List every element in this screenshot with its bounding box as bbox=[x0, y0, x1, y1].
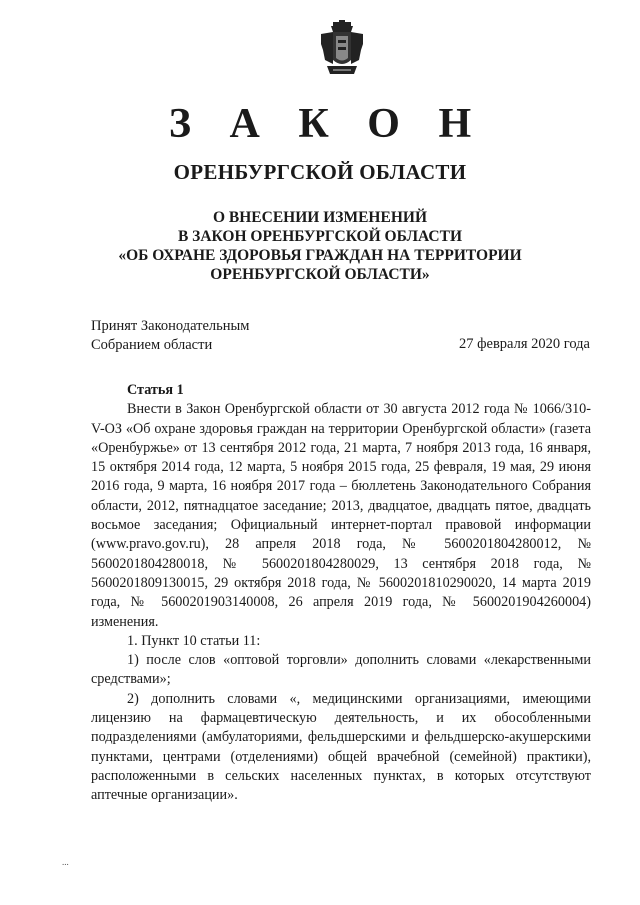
coat-of-arms-icon bbox=[319, 20, 365, 76]
article-heading: Статья 1 bbox=[127, 382, 184, 398]
law-name-line: В ЗАКОН ОРЕНБУРГСКОЙ ОБЛАСТИ bbox=[177, 228, 463, 245]
adoption-date: 27 февраля 2020 года bbox=[458, 336, 590, 352]
article-paragraph: 2) дополнить словами «, медицинскими организациями, имеющими лицензию на фармацевтическую деятельность, и их обособленными подразделениями (амбулаториями, фельдшерскими и фельдшерско-акушерскими пунктами, центрами (отделениями) общей врачебной (семейной) практики), расположенными в сельских населенных пунктах, в которых отсутствуют аптечные организации». bbox=[91, 690, 591, 804]
law-name-line: ОРЕНБУРГСКОЙ ОБЛАСТИ» bbox=[210, 266, 430, 283]
adoption-line: Принят Законодательным bbox=[91, 318, 250, 334]
scan-mark: ... bbox=[62, 857, 69, 867]
document-title: З А К О Н bbox=[168, 101, 486, 147]
adoption-note bbox=[91, 317, 249, 355]
article-body bbox=[91, 381, 591, 806]
article-paragraph: 1) после слов «оптовой торговли» дополнить словами «лекарственными средствами»; bbox=[91, 652, 591, 688]
law-name-line: О ВНЕСЕНИИ ИЗМЕНЕНИЙ bbox=[212, 209, 427, 226]
adoption-line: Собранием области bbox=[91, 337, 213, 353]
article-paragraph: 1. Пункт 10 статьи 11: bbox=[127, 632, 261, 649]
article-paragraph: Внести в Закон Оренбургской области от 30 августа 2012 года № 1066/310-V-ОЗ «Об охране здоровья граждан на территории Оренбургской области» (газета «Оренбуржье» от 13 сентября 2012 года, 21 марта, 7 ноября 2013 года, 16 января, 15 октября 2014 года, 12 марта, 5 ноября 2015 года, 25 февраля, 19 мая, 29 июня 2016 года, 9 марта, 16 ноября 2017 года – бюллетень Законодательного Собрания области, 2012, пятнадцатое заседание; 2013, двадцатое, двадцать пятое, двадцать восьмое заседания; Официальный интернет-портал правовой информации (www.pravo.gov.ru), 28 апреля 2018 года, № 5600201804280012, № 5600201804280018, № 5600201804280029, 13 сентября 2018 года, № 5600201809130015, 29 октября 2018 года, № 5600201810290020, 14 марта 2019 года, № 5600201903140008, 26 апреля 2019 года, № 5600201904260004) изменения. bbox=[91, 401, 591, 630]
law-name-line: «ОБ ОХРАНЕ ЗДОРОВЬЯ ГРАЖДАН НА ТЕРРИТОРИИ bbox=[118, 247, 522, 264]
document-subtitle: ОРЕНБУРГСКОЙ ОБЛАСТИ bbox=[173, 160, 467, 184]
law-name bbox=[0, 208, 640, 284]
